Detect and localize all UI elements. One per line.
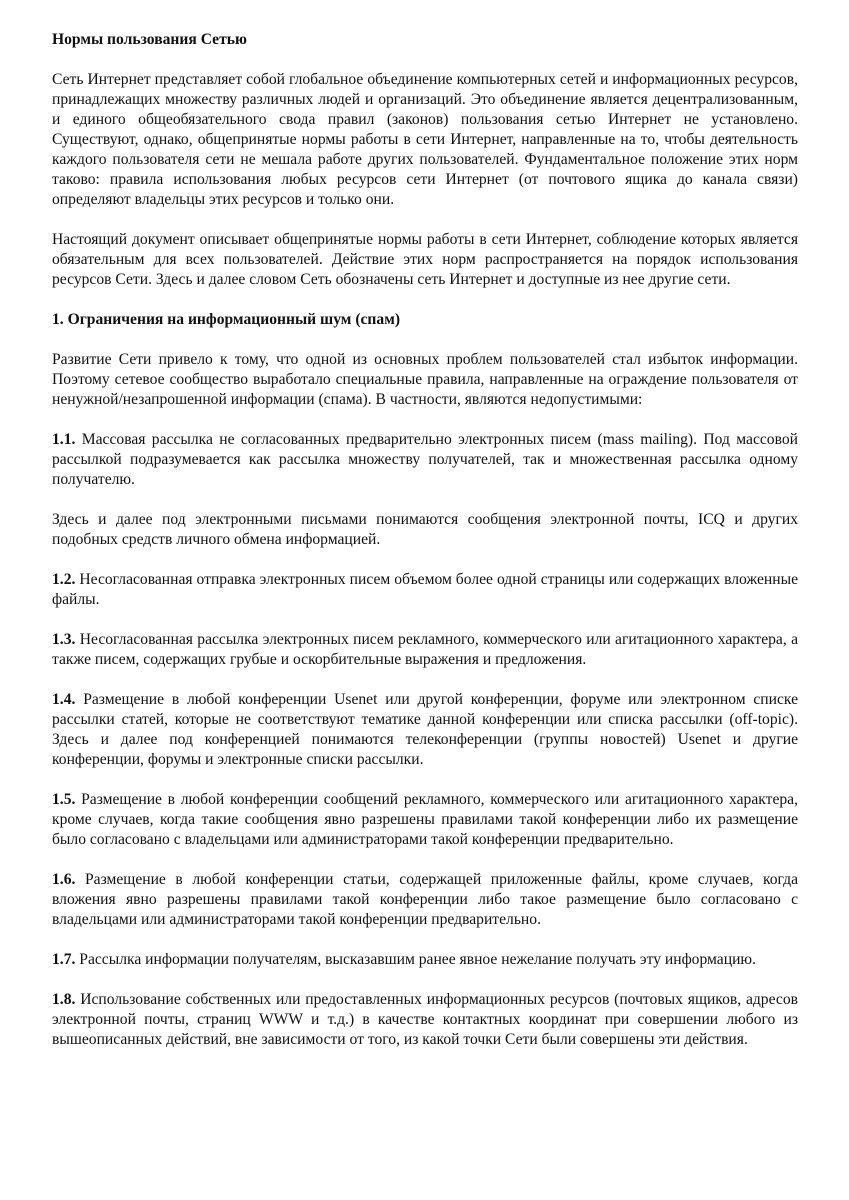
rule-number: 1.4. [52, 691, 76, 708]
rule-text: Размещение в любой конференции статьи, содержащей приложенные файлы, кроме случаев, когда вложения явно разрешены правилами такой конференции либо такое размещение было согласовано с владельцами или администраторами такой конференции предварительно. [52, 871, 799, 928]
rule-number: 1.7. [52, 951, 76, 968]
rule-text: Использование собственных или предоставленных информационных ресурсов (почтовых ящиков, адресов электронной почты, страниц WWW и т.д.) в качестве контактных координат при совершении любого из вышеописанных действий, вне зависимости от того, из какой точки Сети были совершены эти действия. [52, 991, 798, 1048]
intro-paragraph: Настоящий документ описывает общепринятые нормы работы в сети Интернет, соблюдение которых является обязательным для всех пользователей. Действие этих норм распространяется на порядок использования ресурсов Сети. Здесь и далее словом Сеть обозначены сеть Интернет и доступные из нее другие сети. [52, 231, 798, 288]
rule-item [52, 630, 798, 670]
rule-text: Здесь и далее под электронными письмами понимаются сообщения электронной почты, ICQ и других подобных средств личного обмена информацией. [52, 511, 798, 548]
rule-item [52, 690, 798, 770]
document-page [52, 30, 798, 1070]
rule-text: Размещение в любой конференции Usenet или другой конференции, форуме или электронном списке рассылки статей, которые не соответствуют тематике данной конференции или списка рассылки (off-topic). Здесь и далее под конференцией понимаются телеконференции (группы новостей) Usenet и другие конференции, форумы и электронные списки рассылки. [52, 691, 798, 768]
rule-number: 1.3. [52, 631, 76, 648]
rule-number: 1.5. [52, 791, 76, 808]
rule-item [52, 430, 798, 490]
rule-item [52, 950, 798, 970]
section-lead-paragraph: Развитие Сети привело к тому, что одной из основных проблем пользователей стал избыток информации. Поэтому сетевое сообщество выработало специальные правила, направленные на ограждение пользователя от ненужной/незапрошенной информации (спама). В частности, являются недопустимыми: [52, 351, 798, 408]
rule-number: 1.6. [52, 871, 76, 888]
rule-item [52, 570, 798, 610]
rule-number: 1.8. [52, 991, 76, 1008]
rule-number: 1.1. [52, 431, 76, 448]
rule-text: Несогласованная отправка электронных писем объемом более одной страницы или содержащих вложенные файлы. [52, 571, 798, 608]
rule-text: Массовая рассылка не согласованных предварительно электронных писем (mass mailing). Под массовой рассылкой подразумевается как рассылка множеству получателей, так и множественная рассылка одному получателю. [52, 431, 799, 488]
rule-text: Размещение в любой конференции сообщений рекламного, коммерческого или агитационного характера, кроме случаев, когда такие сообщения явно разрешены правилами такой конференции либо их размещение было согласовано с владельцами или администраторами такой конференции предварительно. [52, 791, 798, 848]
rule-item [52, 870, 798, 930]
rule-text: Несогласованная рассылка электронных писем рекламного, коммерческого или агитационного характера, а также писем, содержащих грубые и оскорбительные выражения и предложения. [52, 631, 798, 668]
document-title: Нормы пользования Сетью [52, 31, 247, 48]
section-heading: 1. Ограничения на информационный шум (спам) [52, 311, 401, 328]
rule-note [52, 510, 798, 550]
rule-number: 1.2. [52, 571, 76, 588]
intro-paragraph: Сеть Интернет представляет собой глобальное объединение компьютерных сетей и информационных ресурсов, принадлежащих множеству различных людей и организаций. Это объединение является децентрализованным, и единого общеобязательного свода правил (законов) пользования сетью Интернет не установлено. Существуют, однако, общепринятые нормы работы в сети Интернет, направленные на то, чтобы деятельность каждого пользователя сети не мешала работе других пользователей. Фундаментальное положение этих норм таково: правила использования любых ресурсов сети Интернет (от почтового ящика до канала связи) определяют владельцы этих ресурсов и только они. [52, 71, 798, 208]
rule-text: Рассылка информации получателям, высказавшим ранее явное нежелание получать эту информацию. [79, 951, 756, 968]
rule-item [52, 790, 798, 850]
rule-item [52, 990, 798, 1050]
